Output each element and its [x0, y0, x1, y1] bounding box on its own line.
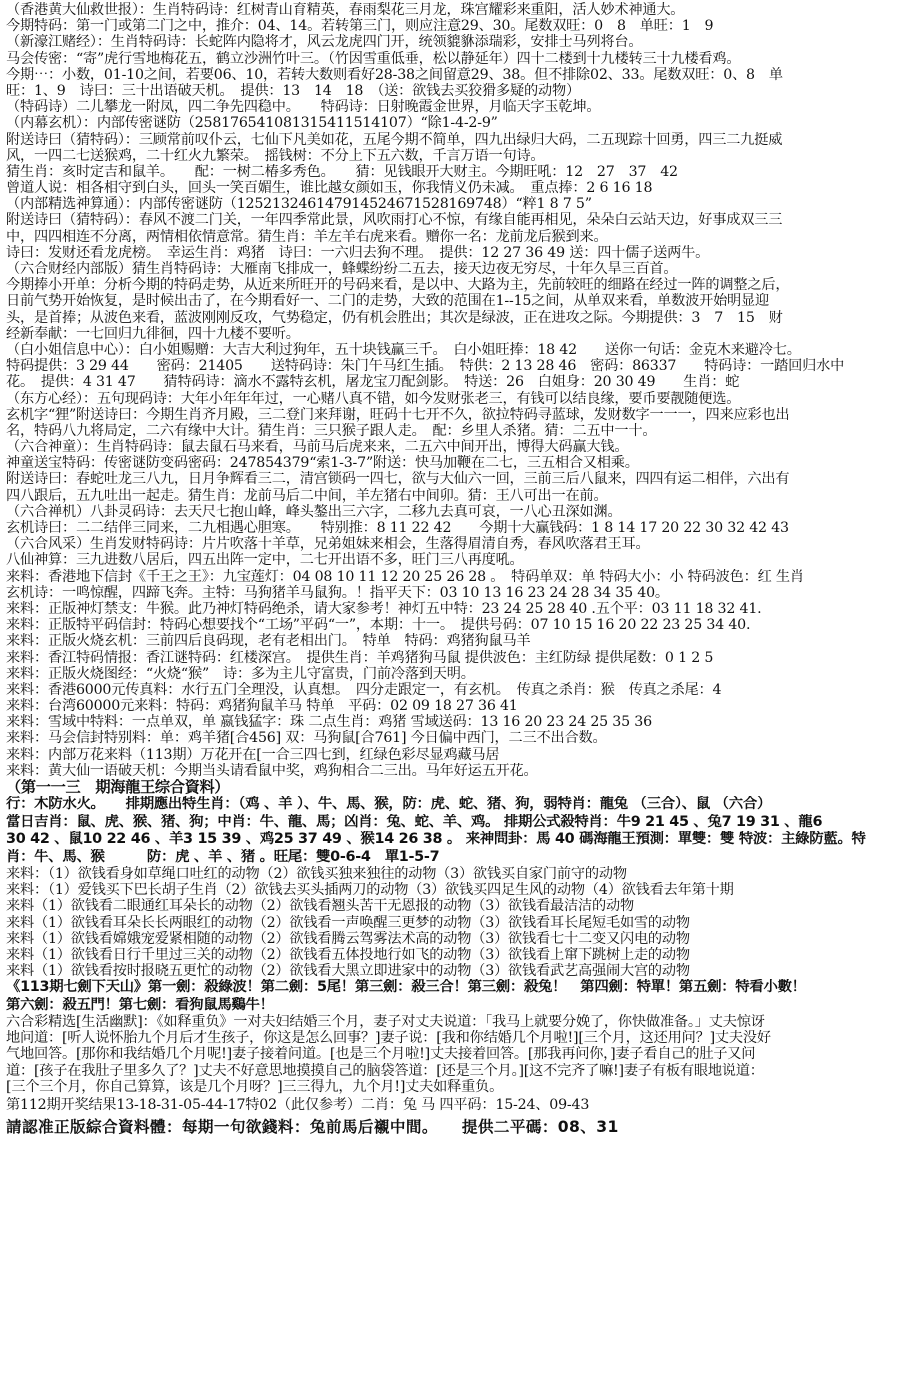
forecast-section	[6, 796, 914, 866]
text-line: 八仙神算：三九进数八居后，四五出阵一定中，二七开出语不多，旺门三八再度吼。	[6, 552, 524, 569]
forecast-line: 行：木防水火。 排期應出特生肖：（鸡 、羊 ）、牛、馬、猴，防：虎、蛇、猪、狗，弱特肖：龍兔 （三合）、鼠 （六合）	[6, 796, 772, 813]
text-line: （六合财经内部版）猜生肖特码诗：大雁南飞排成一，蜂蝶纷纷二五去，接天边夜无穷尽，十年久旱三百首。	[6, 261, 678, 277]
riddle-line: 来料（1）欲钱看日行千里过三关的动物（2）欲钱看五体投地行如飞的动物（3）欲钱看上窜下跳树上走的动物	[6, 946, 690, 963]
riddle-line: 来料（1）欲钱看嫦娥宠爱紧相随的动物（2）欲钱看腾云驾雾法术高的动物（3）欲钱看七十二变又闪电的动物	[6, 930, 690, 947]
text-line: 今期特码：第一门或第二门之中，推介：04、14。若转第三门，则应注意29、30。尾数双旺：0 8 单旺：1 9	[6, 18, 714, 35]
text-line: 曾道人说：相各相守到白头，回头一笑百媚生，谁比越女颜如玉，你我情义仍未减。 重点捧：2 6 16 18	[6, 180, 653, 197]
text-line: 来料：香江特码情报：香江谜特码：红楼深宫。 提供生肖：羊鸡猪狗马鼠 提供波色：主红防绿 提供尾数：0 1 2 5	[6, 649, 714, 666]
forecast-line: 當日吉肖：鼠、虎、猴、猪、狗；中肖：牛、龍、馬；凶肖：兔、蛇、羊、鸡。 排期公式殺特肖：牛9 21 45 、兔7 19 31 、龍6	[6, 813, 823, 830]
text-line: 今期捧小开单：分析今期的特码走势，从近来所旺开的号码来看，是以中、大路为主，先前较旺的细路在经过一阵的调整之后，	[6, 277, 790, 294]
seven-swords-section	[6, 979, 914, 1014]
text-line: 来料：黄大仙一语破天机：今期当头请看鼠中奖，鸡狗相合二三出。马年好运五开花。	[6, 762, 538, 779]
sword-line: 第六劍：殺五門！第七劍：看狗鼠馬鷄牛！	[6, 996, 274, 1013]
article-body	[6, 2, 914, 779]
text-line: （特码诗）二儿攀龙一附凤，四二争先四稳中。 特码诗：日射晚霞金世界，月临天字玉乾坤。	[6, 99, 601, 116]
text-line: （六合神童）：生肖特码诗：鼠去鼠石马来看，马前马后虎来来，二五六中间开出，博得大码赢大钱。	[6, 439, 629, 456]
section-header: （第一一三 期海龍王综合資料）	[6, 779, 230, 796]
text-line: 来料：香港6000元传真料：水行五门全理没，认真想。 四分走跟定一，有玄机。 传真之杀肖：猴 传真之杀尾：4	[6, 681, 722, 698]
text-line: 来料：台湾60000元来料：特码：鸡猪狗鼠羊马 特单 平码：02 09 18 27 36 41	[6, 698, 518, 715]
text-line: 马会传密：“寄”虎行雪地梅花五，鹤立沙洲竹叶三。（竹因雪重低垂，松以静延年）四十二楼到十九楼转三十九楼看鸡。	[6, 50, 741, 67]
text-line: 神童送宝特码：传密谜防变码密码：247854379“索1-3-7”附送：快马加鞭在二七，三五相合又相乘。	[6, 455, 639, 472]
text-line: 旺：1、9 诗曰：三十出语破天机。 提供：13 14 18 （送：欲钱去买狡猾多疑的动物）	[6, 82, 580, 99]
text-line: 来料：内部万花来料（113期）万花开在[一合三四七到，红绿色彩尽显鸡藏马居	[6, 746, 500, 763]
story-line: [三个三个月，你自己算算，该是几个月呀？]三三得九，九个月!]丈夫如释重负。	[6, 1078, 504, 1095]
text-line: 来料：雪域中特料：一点单双，单 嬴钱猛字：珠 二点生肖：鸡猪 雪域送码：13 16 20 23 24 25 35 36	[6, 714, 652, 731]
text-line: 玄机诗曰：二二结伴三同来，二九相遇心胆寒。 特别推：8 11 22 42 今期十大赢钱码：1 8 14 17 20 22 30 32 42 43	[6, 520, 789, 536]
forecast-line: 肖：牛、馬、猴 防：虎 、羊 、猪 。旺尾：雙0-6-4 單1-5-7	[6, 848, 440, 865]
text-line: 来料：正版神灯禁支：牛猴。此乃神灯特码绝杀，请大家参考！神灯五中特：23 24 25 28 40 .五个平：03 11 18 32 41.	[6, 600, 762, 617]
text-line: （六合禅机）八卦灵码诗：去天尺七抱山峰，峰头鏊出三六字，二移九去真可哀，一八心丑深如渊。	[6, 503, 622, 520]
footer-banner	[6, 1116, 914, 1138]
text-line: 附送诗曰（猜特码）：春风不渡二门关，一年四季常此景，风吹雨打心不惊，有缘自能再相见，朵朵白云站天边，好事成双三三	[6, 212, 783, 229]
riddle-line: 来料（1）欲钱看按时报晓五更忙的动物（2）欲钱看大黑立即进家中的动物（3）欲钱看武艺高强闹大宫的动物	[6, 963, 690, 980]
story-line: 道：[孩子在我肚子里多久了？]丈夫不好意思地摸摸自己的脑袋答道：[还是三个月。][这不完齐了嘛!]妻子有板有眼地说道：	[6, 1062, 764, 1079]
text-line: 四八跟后，五九吐出一起走。猜生肖：龙前马后二中间，羊左猪右中间卯。猜：王八可出一在前。	[6, 487, 608, 504]
forecast-line: 30 42 、鼠10 22 46 、羊3 15 39 、鸡25 37 49 、猴14 26 38 。 来神問卦：馬 40 碼海龍王預測：單雙：雙 特波：主綠防藍。特	[6, 831, 866, 848]
riddle-section	[6, 866, 914, 979]
story-line: 地问道：[听人说怀胎九个月后才生孩子，你这是怎么回事？]妻子说：[我和你结婚几个月啦!][三个月，这还用问？]丈夫没好	[6, 1030, 771, 1047]
text-line: 诗曰：发财还看龙虎榜。 幸运生肖：鸡猪 诗曰：一六归去狗不理。 提供：12 27 36 49 送：四十儒子送两牛。	[6, 244, 710, 261]
result-line: 第112期开奖结果13-18-31-05-44-17特02（此仅参考）二肖：兔 马 四平码：15-24、09-43	[6, 1096, 590, 1113]
text-line: 附送诗曰：春蛇吐龙三八九，日月争辉看三二，清宫锁码一四七，欲与大仙六一回，三前三后八鼠来，四四有运二相伴，六出有	[6, 471, 790, 488]
text-line: 风，一四二七送猴鸡，二十红火九繁荣。 摇钱树：不分上下五六数，千言万语一句诗。	[6, 147, 545, 164]
text-line: 名，特码八九将局定，二六有缘中大计。猜生肖：三只猴子跟人走。 配：乡里人杀猪。猜：二五中一十。	[6, 422, 657, 439]
text-line: 中，四四相连不分离，两情相依情意常。猜生肖：羊左羊右虎来看。赠你一名：龙前龙后猴到来。	[6, 228, 608, 245]
riddle-line: 来料：（1）欲钱看身如草绳口吐红的动物（2）欲钱买独来独往的动物（3）欲钱买自家门前守的动物	[6, 865, 627, 882]
footer-left: 請認准正版綜合資料體：每期一句欲錢料：兔前馬后襯中間。	[6, 1118, 438, 1137]
text-line: 来料：正版火烧图经：“火烧“猴” 诗：多为主儿守富贵，门前冷落到天明。	[6, 665, 475, 682]
text-line: （六合风采）生肖发财特码诗：片片吹落十羊草，兄弟姐妹来相会，生落得眉清自秀，春风吹落君王耳。	[6, 536, 650, 553]
text-line: （香港黄大仙救世报）：生肖特码诗：红树青山育精英，春雨梨花三月龙，珠宫耀彩来重阳，活人妙术神通大。	[6, 2, 685, 18]
sword-line: 《113期七劍下天山》第一劍：殺綠波！第二劍：5尾！第三劍：殺三合！第三劍：殺兔！ 第四劍：特單！第五劍：特看小數！	[6, 979, 806, 996]
riddle-line: 来料（1）欲钱看二眼通红耳朵长的动物（2）欲钱看翘头苦干无恩报的动物（3）欲钱看最洁洁的动物	[6, 898, 634, 915]
text-line: （新濠江赌经）：生肖特码诗：长蛇阵内隐将才，风云龙虎四门开，统领貔貅添瑞彩，安排士马列将台。	[6, 34, 643, 51]
text-line: 来料：马会信封特别料：单：鸡羊猪[合456] 双：马狗鼠[合761] 今日偏中西门，二三不出合数。	[6, 730, 607, 747]
text-line: 玄机字“狸”附送诗曰：今期生肖齐月殿，三二登门来拜谢，旺码十七开不久，欲拉特码寻蓝球，发财数字一一一，四来应彩也出	[6, 406, 790, 423]
text-line: （内幕玄机）：内部传密谜防（25817654108131541151410​7）“除1-4-2-9”	[6, 115, 498, 132]
text-line: 日前气势开始恢复，是时候出击了，在今期看好一、二门的走势，大致的范围在1--15之间，从单双来看，单数波开始明显迎	[6, 293, 770, 310]
text-line: 玄机诗：一鸣惊醒，四蹄飞奔。主特：马狗猪羊马鼠狗。！指平天下：03 10 13 16 23 24 28 34 35 40。	[6, 584, 669, 601]
riddle-line: 来料：（1）爱钱买下巴长胡子生肖（2）欲钱去买头插两刀的动物（3）欲钱买四足生风的动物（4）欲钱看去年第十期	[6, 882, 734, 899]
text-line: 特码提供：3 29 44 密码：21405 送特码诗：朱门午马红生插。 特供：2 13 28 46 密码：86337 特码诗：一踏回归水中	[6, 358, 845, 375]
text-line: 来料：香港地下信封《千王之王》：九宝莲灯：04 08 10 11 12 20 25 26 28 。 特码单双：单 特码大小：小 特码波色：红 生肖	[6, 568, 804, 585]
text-line: 附送诗曰（猜特码）：三顾常前叹仆云，七仙下凡美如花，五尾今期不简单，四九出绿归大码，二五现踪十回勇，四三二九挺威	[6, 131, 783, 148]
text-line: （内部精选神算通）：内部传密谜防（1252132461479145246715281697​48）“粹1 8 7 5”	[6, 196, 592, 213]
text-line: 今期⋯：小数，01-10之间，若要06、10，若转大数则看好28-38之间留意29、38。但不排除02、33。尾数双旺：0、8 单	[6, 66, 783, 83]
text-line: 来料：正版特平码信封：特码心想要找个“工场”平码“一”，本期：十一。 提供号码：07 10 15 16 20 22 23 25 34 40.	[6, 617, 751, 634]
riddle-line: 来料（1）欲钱看耳朵长长两眼红的动物（2）欲钱看一声唤醒三更梦的动物（3）欲钱看耳长尾短毛如雪的动物	[6, 914, 690, 931]
text-line: （东方心经）：五句现码诗：大年小年年年过，一心赌八真不错，如今发财张老三，有钱可以结良缘，要币要靓随便选。	[6, 390, 741, 407]
story-line: 六合彩精选[生活幽默]：《如释重负》一对夫妇结婚三个月，妻子对丈夫说道：「我马上就要分娩了，你快做准备。」丈夫惊讶	[6, 1014, 765, 1031]
text-line: （白小姐信息中心）：白小姐赐赠：大吉大利过狗年，五十块钱赢三千。 白小姐旺捧：18 42 送你一句话：金克木来避冷七。	[6, 341, 801, 358]
text-line: 头，是首捧；从波色来看，蓝波刚刚反攻，气势稳定，仍有机会胜出；其次是绿波，正在进攻之际。今期提供：3 7 15 财	[6, 309, 783, 326]
text-line: 经新奉献：一七回归九徘徊，四十九楼不要听。	[6, 325, 300, 342]
humor-story-section	[6, 1014, 914, 1095]
text-line: 猜生肖：亥时定吉和鼠羊。 配：一树二椿多秀色。 猜：见钱眼开大财主。今期旺吼：12 27 37 42	[6, 163, 678, 180]
text-line: 花。 提供：4 31 47 猜特码诗：滴水不露特玄机，屠龙宝刀配剑影。 特送：26 白姐身：20 30 49 生肖：蛇	[6, 374, 740, 391]
footer-right: 提供二平碼：08、31	[461, 1118, 619, 1137]
text-line: 来料：正版火烧玄机：三前四后良码现，老有老相出门。 特单 特码：鸡猪狗鼠马羊	[6, 633, 531, 650]
story-line: 气地回答。[那你和我结婚几个月呢!]妻子接着问道。[也是三个月啦!]丈夫接着回答。[那我再问你，]妻子看自己的肚子又问	[6, 1046, 756, 1063]
